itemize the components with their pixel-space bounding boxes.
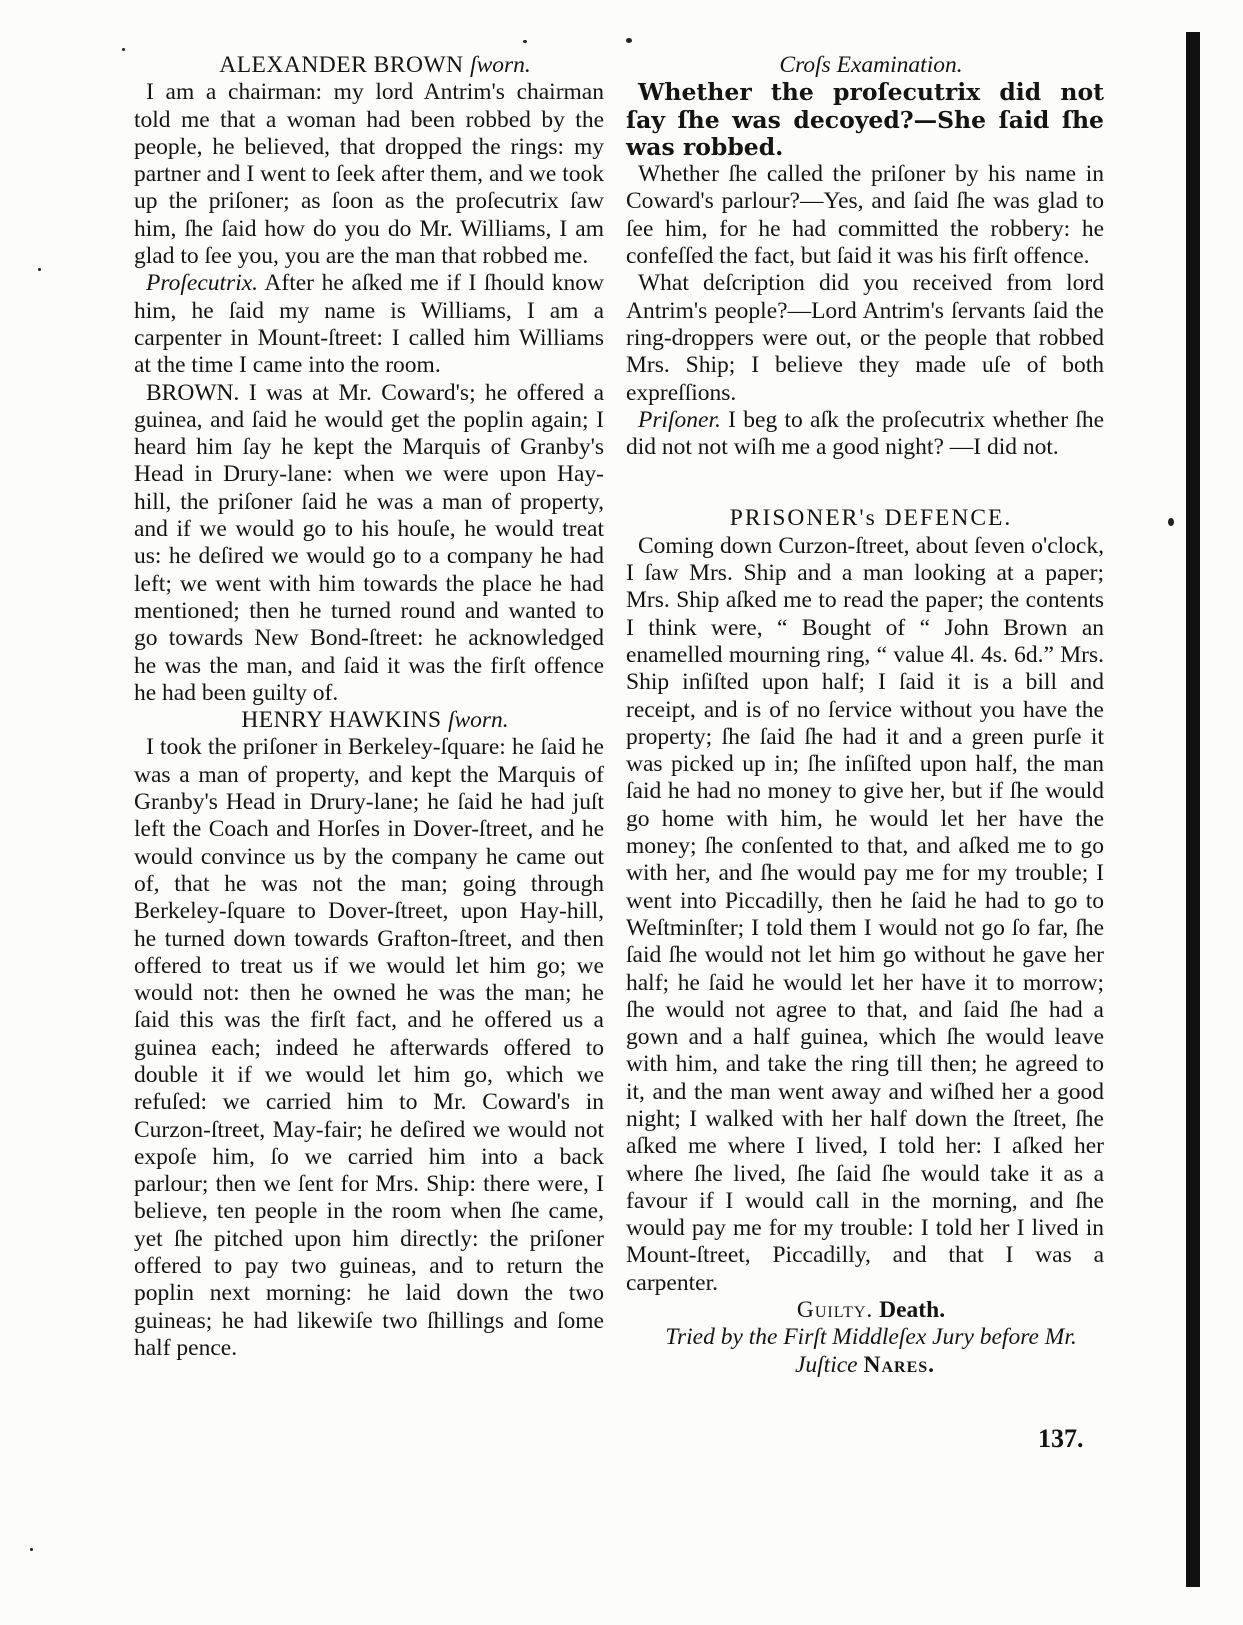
section-heading (626, 52, 1104, 79)
scan-speck (122, 48, 125, 51)
defence-heading: PRISONER's DEFENCE. (729, 505, 1013, 532)
section-gap (626, 461, 1104, 505)
paragraph-text: After he aſked me if I ſhould know him, he ſaid my name is Williams, I am a carpenter in Mount-ſtreet: I called him Williams at the time I came into the room. (134, 270, 604, 379)
scan-speck (38, 268, 41, 271)
trial-note (626, 1324, 1104, 1379)
testimony-paragraph: Whether ſhe called the priſoner by his name in Coward's parlour?—Yes, and ſaid ſhe was glad to ſee him, for he had committed the robbery: he confeſſed the fact, but ſaid it was his firſt offence. (626, 161, 1104, 270)
sentence-label: Death. (879, 1297, 946, 1324)
witness-name: HENRY HAWKINS (241, 707, 442, 734)
speaker-label: Priſoner. (638, 406, 721, 433)
cross-examination-heading: Croſs Examination. (779, 52, 963, 78)
sworn-label: ſworn. (447, 707, 509, 734)
testimony-paragraph (626, 407, 1104, 462)
verdict-line (626, 1297, 1104, 1324)
left-column (134, 52, 604, 1362)
verdict-label: Guilty. (796, 1297, 874, 1324)
witness-heading (134, 52, 604, 79)
witness-heading (134, 707, 604, 734)
right-column (626, 52, 1104, 1379)
page-edge-shadow (1186, 32, 1200, 1587)
judge-name: Nares. (863, 1351, 936, 1378)
page-number: 137. (1038, 1424, 1084, 1453)
paragraph-text: I beg to aſk the proſecutrix whether ſhe did not not wiſh me a good night? —I did not. (626, 406, 1104, 461)
defence-paragraph: Coming down Curzon-ſtreet, about ſeven o'clock, I ſaw Mrs. Ship and a man looking at a paper; Mrs. Ship aſked me to read the paper; the contents I think were, “ Bought of “ John Brown an enamelled mourning ring, “ value 4l. 4s. 6d.” Mrs. Ship inſiſted upon half; I ſaid it is a bill and receipt, and is of no ſervice without you have the property; ſhe ſaid ſhe had it and a green purſe it was picked up in; ſhe inſiſted upon half, the man ſaid he had no money to give her, but if ſhe would go home with him, he would let her have the money; ſhe conſented to that, and aſked me to go with her, and ſhe would pay me for my trouble; I went into Piccadilly, then he ſaid he had to go to Weſtminſter; I told them I would not go ſo far, ſhe ſaid ſhe would not let him go without he gave her half; he ſaid he would let her have it to morrow; ſhe would not agree to that, and ſaid ſhe had a gown and a half guinea, which ſhe would leave with him, and take the ring till then; he agreed to it, and the man went away and wiſhed her a good night; I walked with her half down the ſtreet, ſhe aſked me where I lived, I told her: I aſked her where ſhe lived, ſhe ſaid ſhe would take it as a favour if I would call in the morning, and ſhe would pay me for my trouble: I told her I lived in Mount-ſtreet, Piccadilly, and that I was a carpenter. (626, 532, 1104, 1296)
testimony-paragraph (134, 270, 604, 379)
testimony-paragraph: I took the priſoner in Berkeley-ſquare: he ſaid he was a man of property, and kept the Marquis of Granby's Head in Drury-lane; he ſaid he had juſt left the Coach and Horſes in Dover-ſtreet, and he would convince us by the company he came out of, that he was not the man; going through Berkeley-ſquare to Dover-ſtreet, upon Hay-hill, he turned down towards Grafton-ſtreet, and then offered to treat us if we would let him go; we would not: then he owned he was the man; he ſaid this was the firſt fact, and he offered us a guinea each; indeed he afterwards offered to double it if we would let him go, which we refuſed: we carried him to Mr. Coward's in Curzon-ſtreet, May-fair; he deſired we would not expoſe him, ſo we carried him into a back parlour; then we ſent for Mrs. Ship: there were, I believe, ten people in the room when ſhe came, yet ſhe pitched upon him directly: the priſoner offered to pay two guineas, and to return the poplin next morning: he laid down the two guineas; he had likewiſe two ſhillings and ſome half pence. (134, 734, 604, 1361)
witness-name: ALEXANDER BROWN (219, 52, 464, 78)
speaker-label: Proſecutrix. (146, 270, 259, 297)
testimony-paragraph: Whether the proſecutrix did not ſay ſhe was decoyed?—She ſaid ſhe was robbed. (626, 78, 1104, 161)
scan-speck (1168, 518, 1174, 526)
paragraph-text: I was at Mr. Coward's; he offered a guinea, and ſaid he would get the poplin again; I heard him ſay he kept the Marquis of Granby's Head in Drury-lane: when we were upon Hay-hill, the priſoner ſaid he was a man of property, and if we would go to his houſe, he would treat us: he deſired we would go to a company he had left; we went with him towards the place he had mentioned; then he turned round and wanted to go towards New Bond-ſtreet: he acknowledged he was the man, and ſaid it was the firſt offence he had been guilty of. (134, 379, 604, 706)
scan-speck (523, 40, 527, 43)
trial-note-text: Tried by the Firſt Middleſex Jury before Mr. Juſtice (665, 1324, 1077, 1378)
scan-speck (626, 38, 632, 43)
scan-speck (30, 1548, 33, 1551)
testimony-paragraph: What deſcription did you received from lord Antrim's people?—Lord Antrim's ſervants ſaid the ring-droppers were out, or the people that robbed Mrs. Ship; I believe they made uſe of both expreſſions. (626, 270, 1104, 406)
testimony-paragraph: I am a chairman: my lord Antrim's chairman told me that a woman had been robbed by the people, he believed, that dropped the rings: my partner and I went to ſeek after them, and we took up the priſoner; as ſoon as the proſecutrix ſaw him, ſhe ſaid how do you do Mr. Williams, I am glad to ſee you, you are the man that robbed me. (134, 79, 604, 270)
speaker-label: BROWN. (146, 379, 240, 406)
testimony-paragraph (134, 380, 604, 708)
sworn-label: ſworn. (470, 52, 531, 78)
